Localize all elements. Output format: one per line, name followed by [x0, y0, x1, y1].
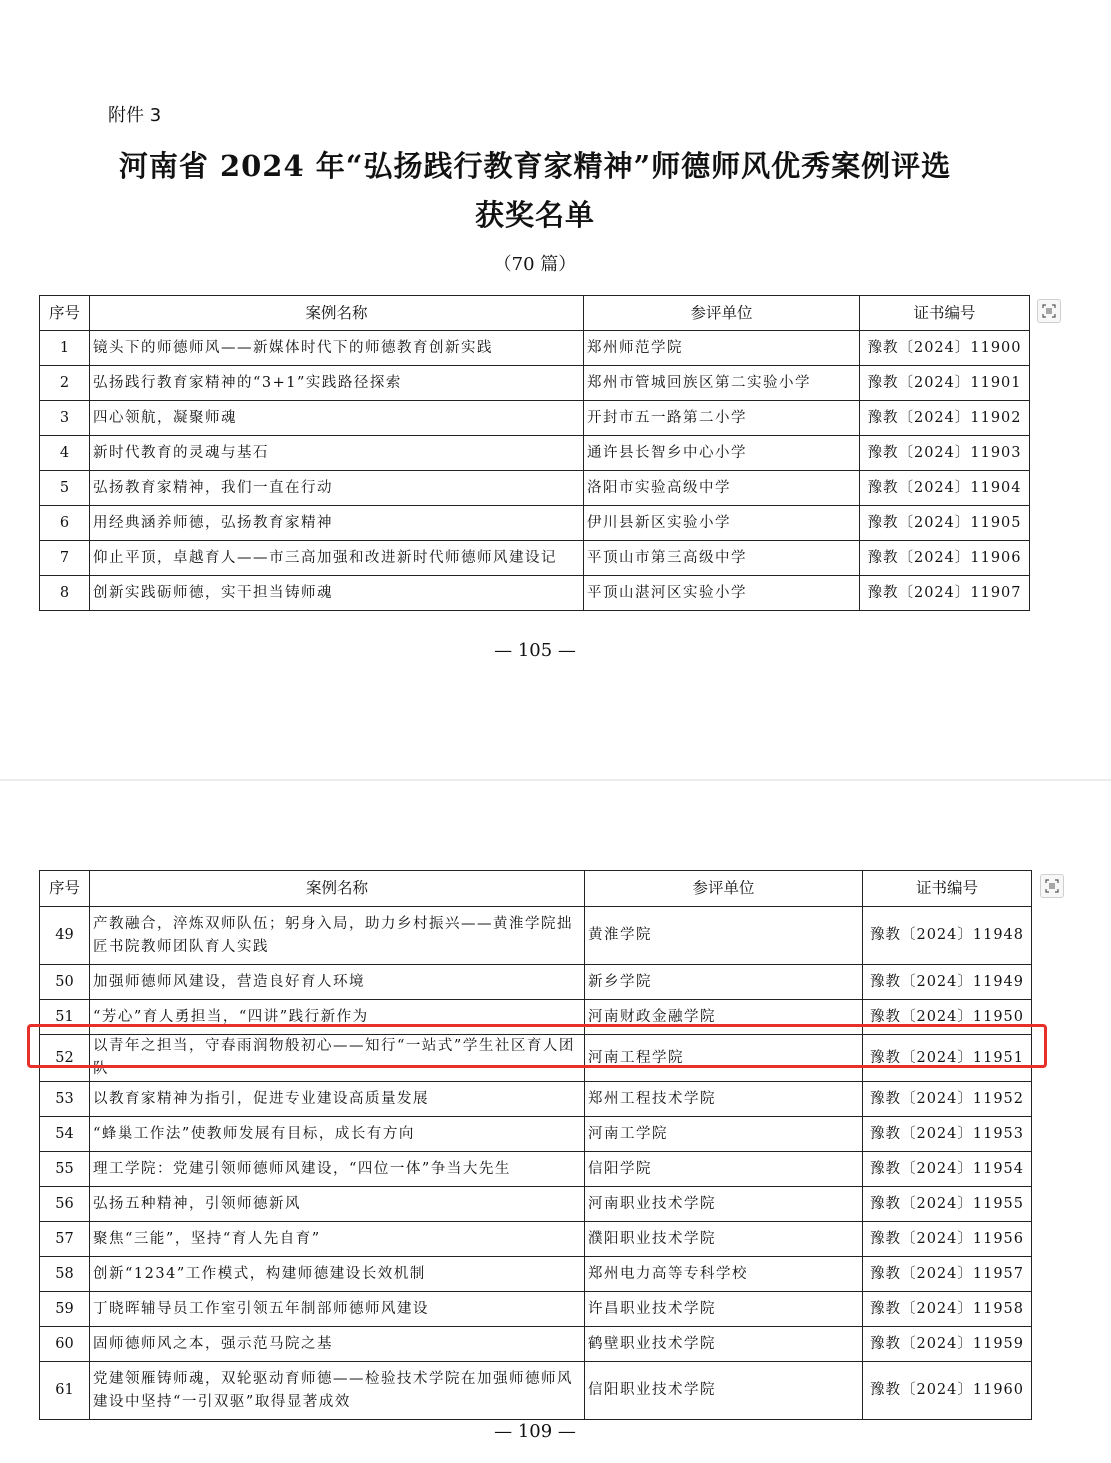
table-row [40, 965, 1032, 1000]
unit-name: 黄淮学院 [585, 907, 863, 965]
row-number: 51 [40, 1000, 90, 1035]
unit-name: 河南职业技术学院 [585, 1187, 863, 1222]
document-title: 河南省 2024 年“弘扬践行教育家精神”师德师风优秀案例评选 [118, 149, 952, 183]
case-name: 创新“1234”工作模式，构建师德建设长效机制 [90, 1257, 585, 1292]
case-name: “芳心”育人勇担当，“四讲”践行新作为 [90, 1000, 585, 1035]
case-name: 理工学院：党建引领师德师风建设，“四位一体”争当大先生 [90, 1152, 585, 1187]
certificate-number: 豫教〔2024〕11905 [860, 506, 1030, 541]
table-row [40, 1117, 1032, 1152]
row-number: 58 [40, 1257, 90, 1292]
unit-name: 信阳学院 [585, 1152, 863, 1187]
header-no: 序号 [40, 296, 90, 331]
table-row [40, 541, 1030, 576]
certificate-number: 豫教〔2024〕11907 [860, 576, 1030, 611]
certificate-number: 豫教〔2024〕11955 [863, 1187, 1032, 1222]
certificate-number: 豫教〔2024〕11901 [860, 366, 1030, 401]
certificate-number: 豫教〔2024〕11952 [863, 1082, 1032, 1117]
header-cert: 证书编号 [863, 871, 1032, 907]
unit-name: 河南财政金融学院 [585, 1000, 863, 1035]
table-header-row [40, 871, 1032, 907]
case-name: 四心领航，凝聚师魂 [90, 401, 584, 436]
certificate-number: 豫教〔2024〕11958 [863, 1292, 1032, 1327]
table-row [40, 1362, 1032, 1420]
table-row [40, 331, 1030, 366]
unit-name: 郑州工程技术学院 [585, 1082, 863, 1117]
table-row [40, 1257, 1032, 1292]
case-name: 以青年之担当，守春雨润物般初心——知行“一站式”学生社区育人团队 [90, 1035, 585, 1082]
unit-name: 信阳职业技术学院 [585, 1362, 863, 1420]
row-number: 7 [40, 541, 90, 576]
unit-name: 濮阳职业技术学院 [585, 1222, 863, 1257]
case-name: 以教育家精神为指引，促进专业建设高质量发展 [90, 1082, 585, 1117]
unit-name: 平顶山湛河区实验小学 [584, 576, 860, 611]
unit-name: 新乡学院 [585, 965, 863, 1000]
case-name: 党建领雁铸师魂，双轮驱动育师德——检验技术学院在加强师德师风建设中坚持“一引双驱”取得显著成效 [90, 1362, 585, 1420]
page-number: — 109 — [494, 1421, 576, 1442]
table-row [40, 1152, 1032, 1187]
header-unit: 参评单位 [584, 296, 860, 331]
table-row [40, 366, 1030, 401]
certificate-number: 豫教〔2024〕11900 [860, 331, 1030, 366]
certificate-number: 豫教〔2024〕11903 [860, 436, 1030, 471]
case-name: 弘扬五种精神，引领师德新风 [90, 1187, 585, 1222]
row-number: 61 [40, 1362, 90, 1420]
row-number: 54 [40, 1117, 90, 1152]
row-number: 55 [40, 1152, 90, 1187]
header-unit: 参评单位 [585, 871, 863, 907]
unit-name: 通许县长智乡中心小学 [584, 436, 860, 471]
table-row [40, 1222, 1032, 1257]
certificate-number: 豫教〔2024〕11951 [863, 1035, 1032, 1082]
row-number: 49 [40, 907, 90, 965]
unit-name: 伊川县新区实验小学 [584, 506, 860, 541]
table-row [40, 1327, 1032, 1362]
certificate-number: 豫教〔2024〕11902 [860, 401, 1030, 436]
table-row [40, 1187, 1032, 1222]
certificate-number: 豫教〔2024〕11959 [863, 1327, 1032, 1362]
row-number: 3 [40, 401, 90, 436]
table-header-row [40, 296, 1030, 331]
table-row [40, 506, 1030, 541]
unit-name: 开封市五一路第二小学 [584, 401, 860, 436]
case-name: 固师德师风之本，强示范马院之基 [90, 1327, 585, 1362]
table-row [40, 1292, 1032, 1327]
case-name: 镜头下的师德师风——新媒体时代下的师德教育创新实践 [90, 331, 584, 366]
header-cert: 证书编号 [860, 296, 1030, 331]
table-row [40, 401, 1030, 436]
unit-name: 河南工程学院 [585, 1035, 863, 1082]
certificate-number: 豫教〔2024〕11906 [860, 541, 1030, 576]
table-row [40, 436, 1030, 471]
certificate-number: 豫教〔2024〕11953 [863, 1117, 1032, 1152]
header-no: 序号 [40, 871, 90, 907]
row-number: 2 [40, 366, 90, 401]
row-number: 5 [40, 471, 90, 506]
case-name: “蜂巢工作法”使教师发展有目标，成长有方向 [90, 1117, 585, 1152]
certificate-number: 豫教〔2024〕11960 [863, 1362, 1032, 1420]
row-number: 53 [40, 1082, 90, 1117]
row-number: 57 [40, 1222, 90, 1257]
certificate-number: 豫教〔2024〕11956 [863, 1222, 1032, 1257]
award-table-page-109 [39, 870, 1032, 1420]
unit-name: 平顶山市第三高级中学 [584, 541, 860, 576]
award-table-page-105 [39, 295, 1030, 611]
row-number: 4 [40, 436, 90, 471]
document-subtitle: 获奖名单 [474, 198, 595, 232]
case-name: 仰止平顶，卓越育人——市三高加强和改进新时代师德师风建设记 [90, 541, 584, 576]
header-case: 案例名称 [90, 296, 584, 331]
table-row [40, 907, 1032, 965]
certificate-number: 豫教〔2024〕11950 [863, 1000, 1032, 1035]
case-name: 聚焦“三能”，坚持“育人先自育” [90, 1222, 585, 1257]
case-name: 加强师德师风建设，营造良好育人环境 [90, 965, 585, 1000]
case-name: 新时代教育的灵魂与基石 [90, 436, 584, 471]
row-number: 6 [40, 506, 90, 541]
certificate-number: 豫教〔2024〕11949 [863, 965, 1032, 1000]
certificate-number: 豫教〔2024〕11957 [863, 1257, 1032, 1292]
highlight-box-row-52 [27, 1024, 1047, 1068]
unit-name: 洛阳市实验高级中学 [584, 471, 860, 506]
row-number: 52 [40, 1035, 90, 1082]
table-row [40, 576, 1030, 611]
unit-name: 郑州电力高等专科学校 [585, 1257, 863, 1292]
case-name: 产教融合，淬炼双师队伍；躬身入局，助力乡村振兴——黄淮学院拙匠书院教师团队育人实践 [90, 907, 585, 965]
case-name: 弘扬教育家精神，我们一直在行动 [90, 471, 584, 506]
row-number: 1 [40, 331, 90, 366]
header-case: 案例名称 [90, 871, 585, 907]
case-count: （70 篇） [493, 254, 577, 275]
page-number: — 105 — [494, 640, 576, 661]
document-page-109 [0, 781, 1111, 1463]
unit-name: 郑州师范学院 [584, 331, 860, 366]
case-name: 弘扬践行教育家精神的“3+1”实践路径探索 [90, 366, 584, 401]
scan-text-icon[interactable] [1037, 299, 1061, 323]
scan-text-icon[interactable] [1040, 874, 1064, 898]
certificate-number: 豫教〔2024〕11904 [860, 471, 1030, 506]
row-number: 56 [40, 1187, 90, 1222]
unit-name: 郑州市管城回族区第二实验小学 [584, 366, 860, 401]
table-row [40, 471, 1030, 506]
case-name: 用经典涵养师德，弘扬教育家精神 [90, 506, 584, 541]
annex-label: 附件 3 [108, 105, 162, 126]
row-number: 50 [40, 965, 90, 1000]
table-row [40, 1082, 1032, 1117]
unit-name: 河南工学院 [585, 1117, 863, 1152]
case-name: 丁晓晖辅导员工作室引领五年制部师德师风建设 [90, 1292, 585, 1327]
unit-name: 许昌职业技术学院 [585, 1292, 863, 1327]
unit-name: 鹤壁职业技术学院 [585, 1327, 863, 1362]
certificate-number: 豫教〔2024〕11954 [863, 1152, 1032, 1187]
row-number: 60 [40, 1327, 90, 1362]
row-number: 8 [40, 576, 90, 611]
row-number: 59 [40, 1292, 90, 1327]
certificate-number: 豫教〔2024〕11948 [863, 907, 1032, 965]
case-name: 创新实践砺师德，实干担当铸师魂 [90, 576, 584, 611]
